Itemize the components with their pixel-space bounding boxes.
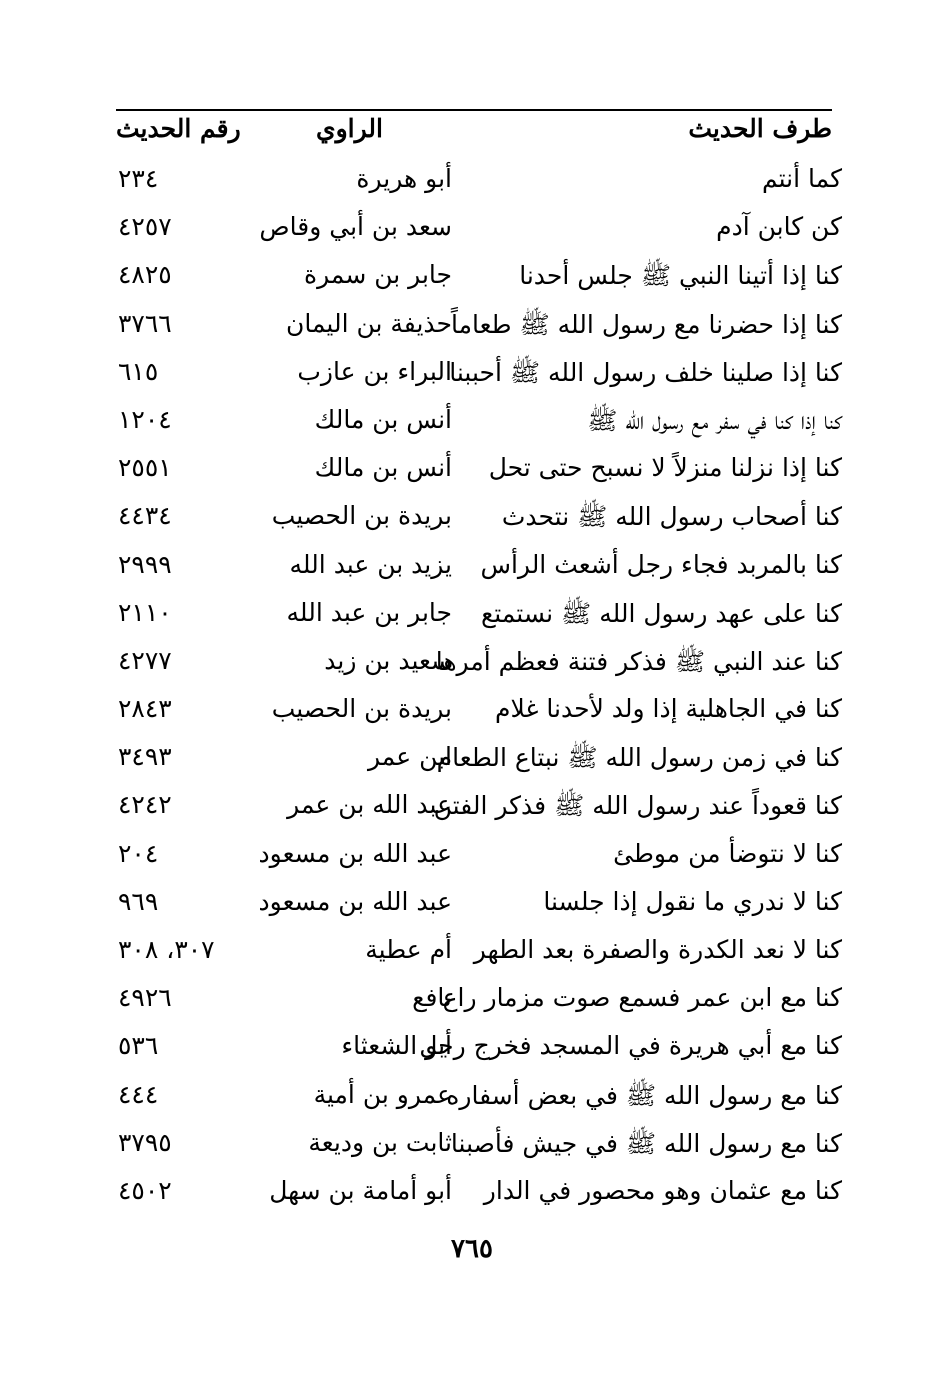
narrator: أبو هريرة: [356, 164, 452, 193]
hadith-beginning: كنا إذا أتينا النبي ﷺ جلس أحدنا: [519, 261, 842, 291]
hadith-beginning: كنا على عهد رسول الله ﷺ نستمتع: [481, 598, 842, 628]
index-row: [116, 351, 842, 399]
hadith-number: ٢٨٤٣: [118, 694, 172, 724]
index-row: [116, 447, 842, 495]
narrator: بريدة بن الحصيب: [271, 501, 452, 531]
narrator: البراء بن عازب: [297, 356, 452, 386]
hadith-beginning: كنا مع رسول الله ﷺ في بعض أسفاره: [446, 1080, 842, 1110]
hadith-beginning: كنا إذا صلينا خلف رسول الله ﷺ أحببنا: [449, 357, 842, 387]
hadith-number: ٤٤٣٤: [118, 501, 172, 531]
hadith-beginning: كما أنتم: [761, 164, 842, 193]
table-header: [116, 110, 832, 156]
index-row: [116, 1122, 842, 1170]
header-hadith-beginning: طرف الحديث: [688, 114, 832, 143]
narrator: ابن عمر: [367, 742, 452, 772]
hadith-beginning: كنا في الجاهلية إذا ولد لأحدنا غلام: [495, 694, 842, 724]
index-row: [116, 640, 842, 688]
hadith-beginning: كنا في زمن رسول الله ﷺ نبتاع الطعام: [436, 743, 842, 773]
index-row: [116, 1025, 842, 1073]
hadith-number: ٤٢٧٧: [118, 645, 172, 675]
narrator: عمرو بن أمية: [313, 1079, 452, 1109]
narrator: ثابت بن وديعة: [308, 1127, 452, 1157]
narrator: عبد الله بن عمر: [287, 790, 452, 820]
index-row: [116, 495, 842, 543]
hadith-number: ٤٨٢٥: [118, 260, 172, 290]
hadith-number: ٣٤٩٣: [118, 742, 172, 772]
hadith-number: ٤٤٤: [118, 1079, 159, 1109]
hadith-number: ٢٥٥١: [118, 453, 172, 483]
narrator: أنس بن مالك: [314, 453, 452, 483]
hadith-beginning: كنا مع أبي هريرة في المسجد فخرج رجل: [419, 1031, 842, 1061]
hadith-beginning: كن كابن آدم: [716, 212, 842, 242]
hadith-beginning: كنا مع ابن عمر فسمع صوت مزمار راع: [442, 983, 842, 1013]
index-row: [116, 399, 842, 447]
narrator: حذيفة بن اليمان: [285, 308, 452, 338]
hadith-beginning: كنا إذا حضرنا مع رسول الله ﷺ طعاماً: [450, 309, 842, 339]
index-row: [116, 158, 842, 206]
hadith-number: ٣٠٧، ٣٠٨: [118, 935, 215, 964]
hadith-number: ٤٢٥٧: [118, 212, 172, 242]
narrator: سعيد بن زيد: [324, 645, 452, 675]
header-hadith-number: رقم الحديث: [116, 114, 241, 143]
hadith-beginning: كنا عند النبي ﷺ فذكر فتنة فعظم أمرها: [435, 646, 842, 676]
index-row: [116, 977, 842, 1025]
hadith-beginning: كنا إذا نزلنا منزلاً لا نسبح حتى تحل: [488, 453, 842, 483]
narrator: أنس بن مالك: [314, 404, 452, 434]
hadith-number: ٢٠٤: [118, 838, 159, 868]
index-row: [116, 688, 842, 736]
hadith-number: ٢١١٠: [118, 597, 172, 627]
hadith-beginning: كنا إذا كنا في سفر مع رسول الله ﷺ: [587, 405, 842, 435]
index-row: [116, 833, 842, 881]
hadith-number: ٤٢٤٢: [118, 790, 172, 820]
index-row: [116, 544, 842, 592]
hadith-beginning: كنا لا نتوضأ من موطئ: [613, 838, 842, 868]
index-row: [116, 254, 842, 302]
index-row: [116, 303, 842, 351]
hadith-number: ٤٩٢٦: [118, 983, 172, 1013]
header-narrator: الراوي: [316, 114, 383, 143]
narrator: جابر بن عبد الله: [286, 597, 452, 627]
hadith-beginning: كنا أصحاب رسول الله ﷺ نتحدث: [501, 502, 842, 532]
index-row: [116, 736, 842, 784]
narrator: عبد الله بن مسعود: [258, 838, 452, 868]
hadith-beginning: كنا قعوداً عند رسول الله ﷺ فذكر الفتن: [433, 791, 842, 821]
hadith-number: ٦١٥: [118, 356, 159, 386]
index-row: [116, 881, 842, 929]
index-row: [116, 784, 842, 832]
narrator: أبو الشعثاء: [341, 1031, 452, 1061]
narrator: جابر بن سمرة: [304, 260, 452, 290]
hadith-number: ٩٦٩: [118, 886, 159, 916]
hadith-beginning: كنا بالمربد فجاء رجل أشعث الرأس: [480, 549, 842, 579]
hadith-number: ٤٥٠٢: [118, 1175, 172, 1205]
hadith-beginning: كنا لا ندري ما نقول إذا جلسنا: [543, 886, 842, 916]
narrator: عبد الله بن مسعود: [258, 886, 452, 916]
hadith-beginning: كنا مع رسول الله ﷺ في جيش فأصبنا: [450, 1128, 842, 1158]
narrator: أبو أمامة بن سهل: [269, 1175, 452, 1205]
narrator: يزيد بن عبد الله: [289, 549, 452, 579]
hadith-number: ٣٧٦٦: [118, 308, 172, 338]
narrator: أم عطية: [365, 935, 452, 964]
narrator: بريدة بن الحصيب: [271, 694, 452, 724]
hadith-number: ٢٩٩٩: [118, 549, 172, 579]
index-row: [116, 592, 842, 640]
hadith-beginning: كنا لا نعد الكدرة والصفرة بعد الطهر: [473, 935, 842, 964]
index-row: [116, 206, 842, 254]
page-number: ٧٦٥: [451, 1234, 493, 1264]
hadith-number: ٢٣٤: [118, 164, 159, 193]
index-row: [116, 1170, 842, 1218]
hadith-number: ١٢٠٤: [118, 404, 172, 434]
hadith-number: ٣٧٩٥: [118, 1127, 172, 1157]
hadith-number: ٥٣٦: [118, 1031, 159, 1061]
index-row: [116, 1074, 842, 1122]
narrator: نافع: [412, 983, 452, 1013]
hadith-index-list: [116, 158, 842, 1218]
index-row: [116, 929, 842, 977]
narrator: سعد بن أبي وقاص: [259, 212, 452, 242]
hadith-beginning: كنا مع عثمان وهو محصور في الدار: [483, 1175, 842, 1205]
